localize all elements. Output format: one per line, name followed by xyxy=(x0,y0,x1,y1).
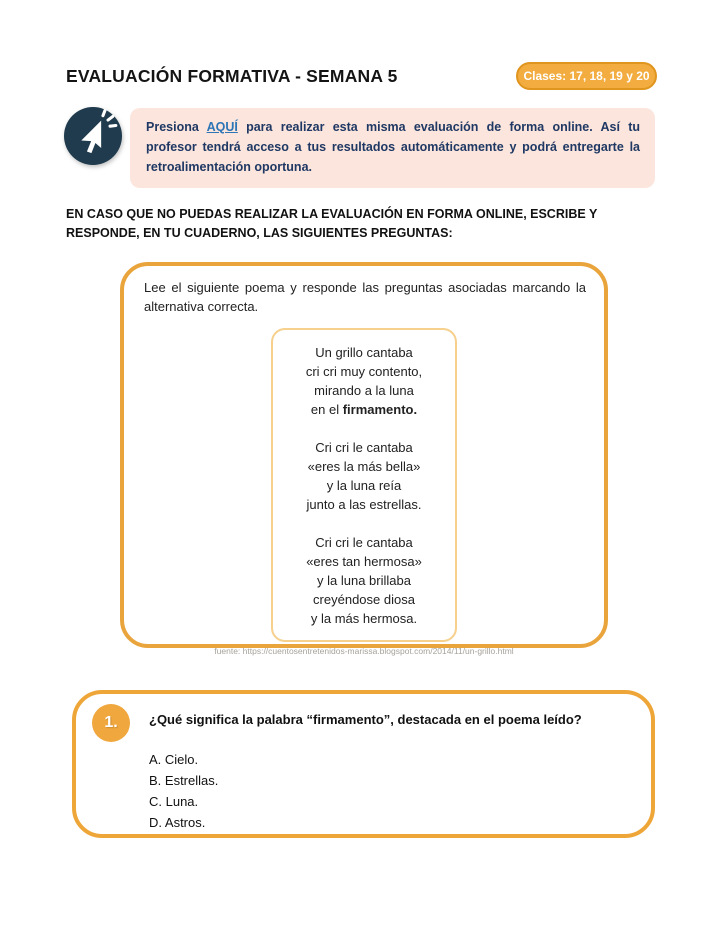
options-list xyxy=(149,749,218,833)
answer-option: B. Estrellas. xyxy=(149,773,219,788)
offline-note: EN CASO QUE NO PUEDAS REALIZAR LA EVALUACIÓN EN FORMA ONLINE, ESCRIBE Y RESPONDE, EN TU CUADERNO, LAS SIGUIENTES PREGUNTAS: xyxy=(66,207,598,240)
question-text: ¿Qué significa la palabra “firmamento”, destacada en el poema leído? xyxy=(149,712,582,727)
poem-line: en el firmamento. xyxy=(310,402,418,417)
question-box xyxy=(72,690,655,838)
poem-line: cri cri muy contento, xyxy=(305,364,423,379)
poem xyxy=(277,343,451,628)
poem-line: y la luna brillaba xyxy=(317,573,411,588)
callout-text-after: para realizar esta misma evaluación de forma online. Así tu profesor tendrá acceso a tus resultados automáticamente y podrá entregarte la retroalimentación oportuna. xyxy=(146,120,640,174)
poem-line: y la más hermosa. xyxy=(310,611,418,626)
poem-source: fuente: https://cuentosentretenidos-marissa.blogspot.com/2014/11/un-grillo.html xyxy=(214,646,514,656)
poem-line: Cri cri le cantaba xyxy=(315,440,413,455)
poem-stanza xyxy=(277,438,451,514)
aqui-link[interactable]: AQUÍ xyxy=(206,120,238,134)
poem-stanza xyxy=(277,533,451,628)
poem-line: Un grillo cantaba xyxy=(315,345,413,360)
poem-line: Cri cri le cantaba xyxy=(315,535,413,550)
question-number-badge: 1. xyxy=(92,704,130,742)
page-title: EVALUACIÓN FORMATIVA - SEMANA 5 xyxy=(66,66,398,86)
poem-line: «eres tan hermosa» xyxy=(306,554,422,569)
click-cursor-icon xyxy=(64,107,122,165)
poem-line: y la luna reía xyxy=(326,478,402,493)
callout-text-before: Presiona xyxy=(146,120,199,134)
poem-line: mirando a la luna xyxy=(314,383,414,398)
poem-line: creyéndose diosa xyxy=(313,592,415,607)
reading-instruction: Lee el siguiente poema y responde las preguntas asociadas marcando la alternativa correcta. xyxy=(144,280,586,314)
callout-text xyxy=(146,117,640,177)
classes-badge: Clases: 17, 18, 19 y 20 xyxy=(516,62,657,90)
poem-box xyxy=(271,328,457,642)
online-callout xyxy=(130,108,655,188)
poem-stanza xyxy=(277,343,451,419)
answer-option: D. Astros. xyxy=(149,815,206,830)
answer-option: A. Cielo. xyxy=(149,752,199,767)
answer-option: C. Luna. xyxy=(149,794,199,809)
poem-line: junto a las estrellas. xyxy=(306,497,422,512)
reading-box xyxy=(120,262,608,656)
poem-line: «eres la más bella» xyxy=(307,459,421,474)
